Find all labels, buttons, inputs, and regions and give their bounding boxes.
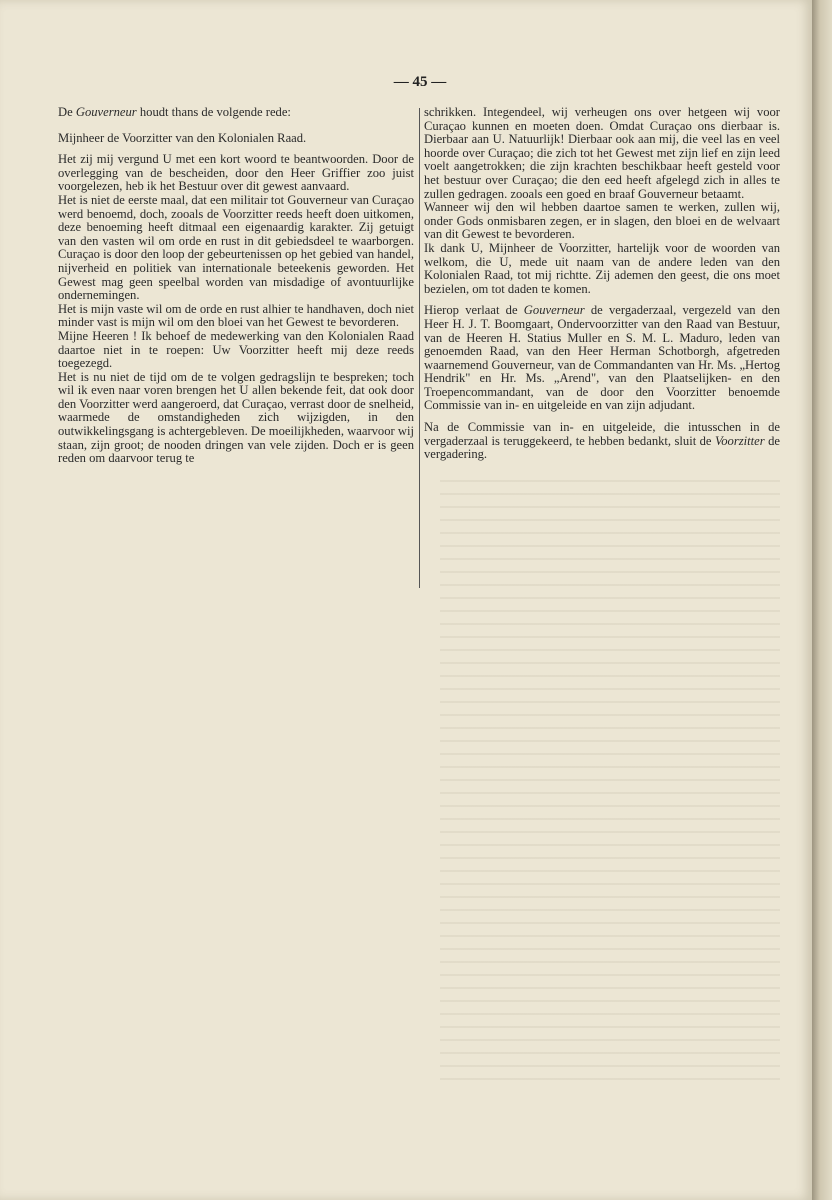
page-number: — 45 —: [393, 74, 447, 90]
closing-paragraph: [424, 421, 780, 462]
closing-text-end: de vergadering.: [424, 433, 780, 462]
bleed-through-text: [440, 480, 780, 1090]
paragraph: Mijne Heeren ! Ik behoef de medewerking van den Kolonialen Raad daartoe niet in te roepen: Uw Voorzitter heeft mij deze reeds toegezegd.: [58, 328, 414, 371]
departure-paragraph: [424, 304, 780, 413]
paragraph: Het is niet de eerste maal, dat een militair tot Gouverneur van Curaçao werd benoemd, doch, zooals de Voorzitter reeds heeft doen uitkomen, deze benoeming heeft ditmaal een eigenaardig karakter. Zij getuigt van den vasten wil om orde en rust in dit gebiedsdeel te waarborgen. Curaçao is door den loop der gebeurtenissen op het gebied van handel, nijverheid en politiek van internationale beteekenis geworden. Het Gewest mag geen speelbal worden van misdadige of avontuurlijke ondernemingen.: [58, 192, 415, 303]
right-column: [424, 106, 780, 462]
paragraph: Het is nu niet de tijd om de te volgen gedragslijn te bespreken; toch wil ik even naar voren brengen het U allen bekende feit, dat ook door den Voorzitter werd aangeroerd, dat Curaçao, verrast door de snelheid, waarmede de omstandigheden zich wijzigden, in den outwikkelingsgang is achtergebleven. De moeilijkheden, waarvoor wij staan, zijn groot; de nooden dringen van vele zijden. Doch er is geen reden om daarvoor terug te: [58, 369, 414, 466]
speech-address: Mijnheer de Voorzitter van den Kolonialen Raad.: [58, 130, 307, 145]
left-column: [58, 106, 414, 466]
speech-intro: De Gouverneur houdt thans de volgende rede:: [58, 105, 291, 119]
closing-text-start: Na de Commissie van in- en uitgeleide, die intusschen in de vergaderzaal is teruggekeerd, te hebben bedankt, sluit de: [424, 420, 780, 448]
paragraph: Ik dank U, Mijnheer de Voorzitter, hartelijk voor de woorden van welkom, die U, mede uit naam van de andere leden van den Kolonialen Raad, tot mij richtte. Zij ademen den geest, die ons moet bezielen, om tot daden te komen.: [424, 240, 780, 296]
page-edge: [812, 0, 832, 1200]
paragraph: Het is mijn vaste wil om de orde en rust alhier te handhaven, doch niet minder vast is mijn wil om den bloei van het Gewest te bevorderen.: [58, 301, 414, 330]
departure-emphasis: Gouverneur: [523, 303, 585, 318]
departure-text-start: Hierop verlaat de: [424, 303, 524, 318]
paragraph: Het zij mij vergund U met een kort woord te beantwoorden. Door de overlegging van de bescheiden, door den Heer Griffier zoo juist voorgelezen, heb ik het Bestuur over dit gewest aanvaard.: [58, 152, 414, 194]
column-divider: [419, 108, 420, 588]
closing-emphasis: Voorzitter: [714, 433, 765, 448]
paragraph: schrikken. Integendeel, wij verheugen ons over hetgeen wij voor Curaçao kunnen en moeten doen. Omdat Curaçao ons dierbaar is. Dierbaar aan U. Natuurlijk! Dierbaar ook aan mij, die veel las en veel hoorde over Curaçao; die zich tot het Gewest met zijn lief en zijn leed voelt aangetrokken; die zijn krachten beschikbaar heeft gesteld voor het bestuur over Curaçao; die den eed heeft afgelegd zich in alles te zullen gedragen. zooals een goed en braaf Gouverneur betaamt.: [424, 105, 780, 201]
paragraph: Wanneer wij den wil hebben daartoe samen te werken, zullen wij, onder Gods onmisbaren zegen, er in slagen, den bloei en de welvaart van dit Gewest te bevorderen.: [424, 200, 780, 242]
departure-text-end: de vergaderzaal, vergezeld van den Heer H. J. T. Boomgaart, Ondervoorzitter van den Raad van Bestuur, van de Heeren H. Statius Muller en S. M. L. Maduro, leden van genoemden Raad, van den Heer Herman Schotborgh, afgetreden waarnemend Gouverneur, van de Commandanten van Hr. Ms. „Hertog Hendrik" en Hr. Ms. „Arend", van den Plaatselijken- en den Troepencommandant, van de door den Voorzitter benoemde Commissie van in- en uitgeleide en van zijn adjudant.: [424, 303, 780, 413]
